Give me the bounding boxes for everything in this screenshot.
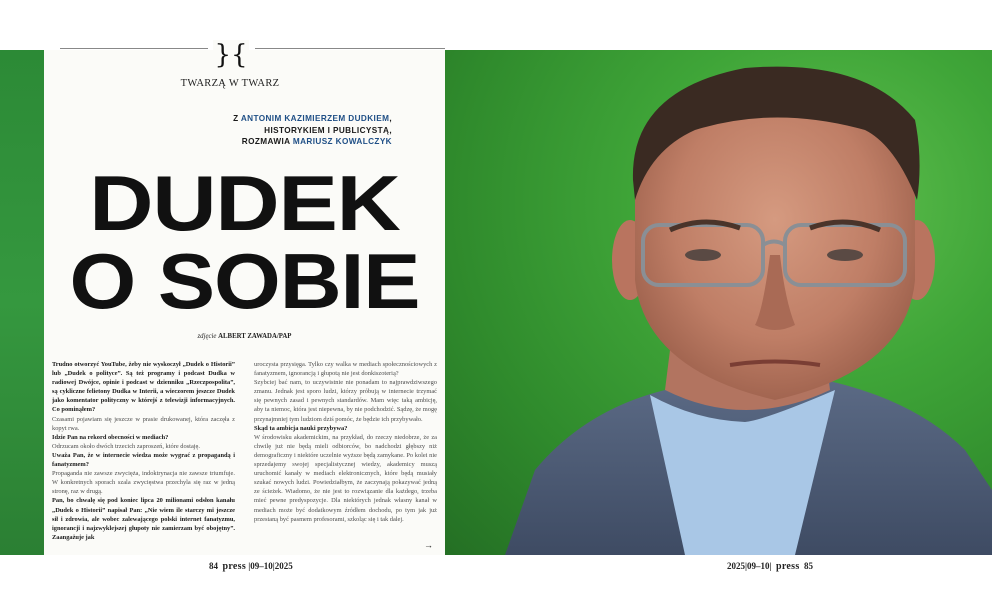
- photo-credit: [44, 333, 445, 340]
- interviewee-role: HISTORYKIEM I PUBLICYSTĄ,: [264, 125, 392, 135]
- intro-prefix: Z: [233, 114, 241, 123]
- footer-right: [727, 561, 813, 572]
- page-number-right: 85: [804, 561, 814, 571]
- brand-logo-left: press: [222, 561, 247, 572]
- article-headline: [44, 159, 445, 325]
- portrait-illustration: [445, 50, 992, 555]
- continue-arrow-icon: →: [424, 540, 433, 550]
- issue-label-left: |09–10|2025: [248, 561, 293, 571]
- brand-logo-right: press: [775, 561, 800, 572]
- interview-answer: Szybciej bać nam, to uczywistnie nie ponadam to najprawdziwszego zmanu. Jednak jest sporo ludzi, którzy próbują w internecie trzymać się pewnych zasad i pewnych standardów. Mam więc taką ambicję, aby ta niemoc, która jest niepewna, by nie podchodzić. Sądzę, że mogę przynajmniej tym ludziom dziś pomóc, że będzie ich przybywało.: [254, 379, 437, 423]
- portrait-photo: [445, 50, 992, 555]
- interviewer-name: MARIUSZ KOWALCZYK: [292, 137, 392, 146]
- page-number-left: 84: [209, 561, 218, 571]
- article-column-1: [52, 360, 235, 542]
- header-rule-left: [60, 48, 208, 49]
- footer-left: [209, 561, 293, 572]
- interview-question: Pan, bo chwalę się pod koniec lipca 20 milionami odsłon kanału „Dudek o Historii” napisał Pan: „Nie wiem ile starczy mi jeszcze sił i zdrowia, ale wobec zalewającego polski internet fanatyzmu, ignorancji i najzwyklejszej głupoty nie zamierzam być obojętny”. Zaangażuje jak: [52, 497, 235, 541]
- photo-credit-name: ALBERT ZAWADA/PAP: [218, 333, 292, 340]
- intro-comma: ,: [389, 114, 392, 123]
- issue-label-right: 2025|09–10|: [727, 561, 772, 571]
- intro-interviewer-prefix: ROZMAWIA: [241, 137, 293, 146]
- interview-answer: Czasami pojawiam się jeszcze w prasie drukowanej, która zaczęła z kopyt rwa.: [52, 415, 235, 432]
- interview-question: Trudno otworzyć YouTube, żeby nie wyskoczył „Dudek o Historii” lub „Dudek o polityce”. Są też programy i podcast Dudka w radiowej Dwójce, opinie i podcast w dzienniku „Rzeczpospolita”, są cykliczne felietony Dudka w Interii, a wieczorem jeszcze Dudek jako komentator polityczny w którejś z telewizji informacyjnych. Co pominąłem?: [52, 361, 235, 414]
- interview-answer: Propaganda nie zawsze zwycięża, indoktrynacja nie zawsze triumfuje. W konkretnych sporach szala zwycięstwa przechyla się raz w jedną stronę, raz w drugą.: [52, 470, 235, 496]
- interview-answer: W środowisku akademickim, na przykład, do rzeczy niedobrze, że za chwilę już nie będą mieli odbiorców, bo nadchodzi głębszy niż demograficzny i niektóre uczelnie wyższe będą zamykane. Po kolei nie sprzedajemy swojej specjalistycznej wiedzy, akademicy muszą uruchomić kanały w mediach elektronicznych, które będą musiały szukać nowych ludzi. Powiedziałbym, że zaczynają pokazywać jedną ze ścieżek. Wiadomo, że nie jest to rozwiązanie dla każdego, trzeba mieć pewne predyspozycje. Dla niektórych jednak własny kanał w mediach może być dodatkowym źródłem dochodu, po tym jak już przestaną być pasmem profesorami, szkoląc się i tak dalej.: [254, 433, 437, 523]
- article-intro: [150, 113, 392, 148]
- section-title: TWARZĄ W TWARZ: [180, 78, 280, 89]
- headline-line-1: DUDEK: [89, 159, 400, 247]
- interview-answer: uroczysta przysięga. Tylko czy walka w mediach społecznościowych z fanatyzmem, ignorancją i głupotą nie jest donkiszoterią?: [254, 361, 437, 378]
- article-column-2: [254, 360, 437, 524]
- interview-question: Idzie Pan na rekord obecności w mediach?: [52, 433, 169, 441]
- section-emblem-icon: }{: [214, 40, 248, 70]
- header-rule-right: [255, 48, 445, 49]
- interview-answer: Odrzucam około dwóch trzecich zaproszeń, które dostaję.: [52, 442, 200, 450]
- interview-question: Uważa Pan, że w internecie wiedza może wygrać z propagandą i fanatyzmem?: [52, 451, 235, 469]
- headline-line-2: O SOBIE: [69, 237, 420, 325]
- interview-question: Skąd ta ambicja nauki przybywa?: [254, 424, 348, 432]
- photo-credit-label: zdjęcie: [197, 333, 217, 340]
- interviewee-name: ANTONIM KAZIMIERZEM DUDKIEM: [240, 114, 390, 123]
